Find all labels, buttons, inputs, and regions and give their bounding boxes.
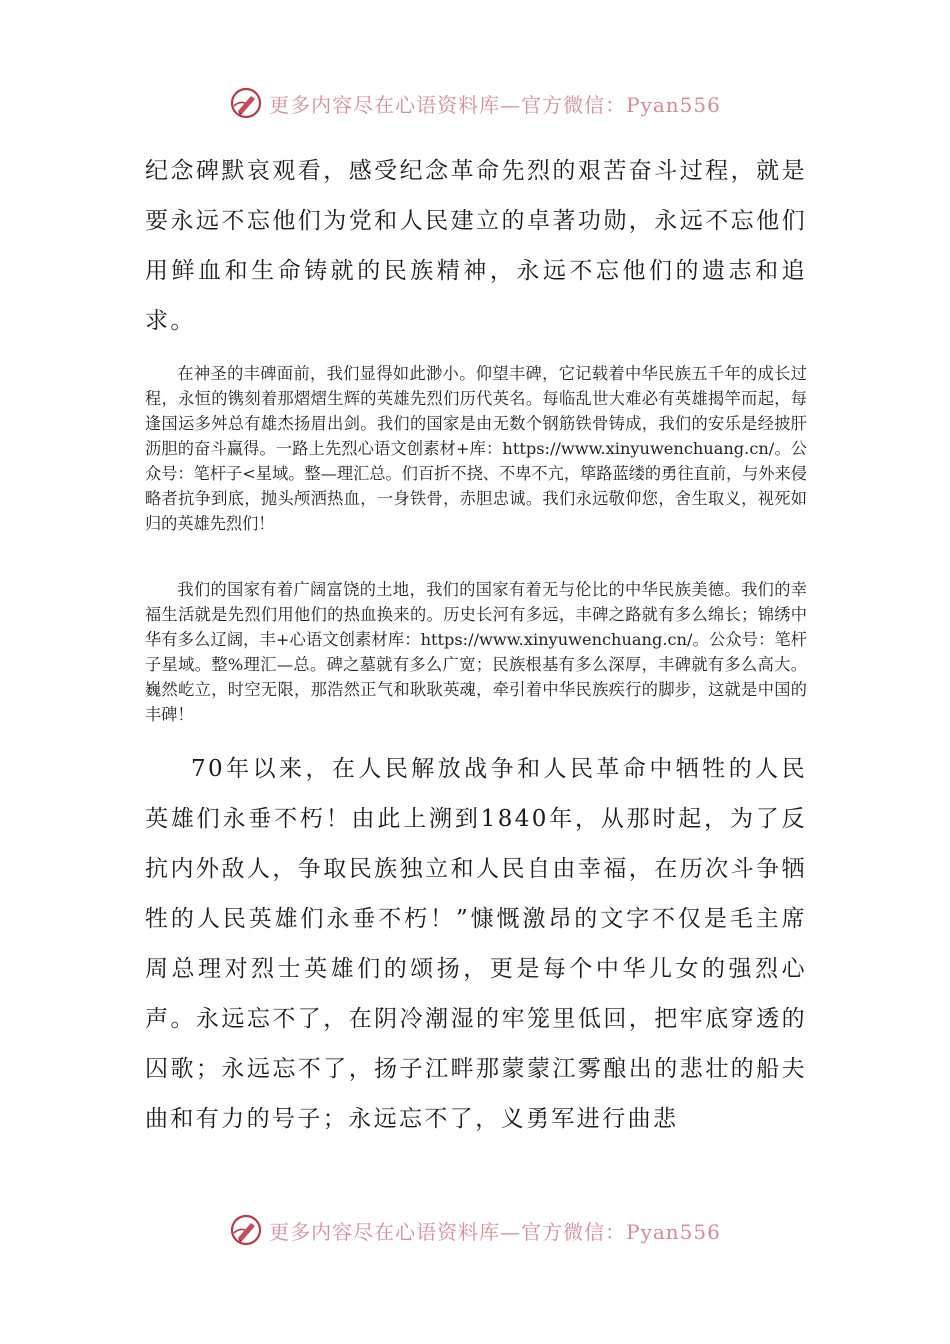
footer-banner-text: 更多内容尽在心语资料库—官方微信：Pyan556 bbox=[269, 1219, 721, 1244]
header-banner-content bbox=[229, 86, 721, 120]
paragraph-1: 纪念碑默哀观看，感受纪念革命先烈的艰苦奋斗过程，就是要永远不忘他们为党和人民建立的卓著功勋，永远不忘他们用鲜血和生命铸就的民族精神，永远不忘他们的遗志和追求。 bbox=[145, 158, 807, 334]
paragraph-4: 70年以来，在人民解放战争和人民革命中牺牲的人民英雄们永垂不朽！由此上溯到1840年，从那时起，为了反抗内外敌人，争取民族独立和人民自由幸福，在历次斗争牺牲的人民英雄们永垂不朽！”慷慨激昂的文字不仅是毛主席周总理对烈士英雄们的颂扬，更是每个中华儿女的强烈心声。永远忘不了，在阴冷潮湿的牢笼里低回，把牢底穿透的囚歌；永远忘不了，扬子江畔那蒙蒙江雾酿出的悲壮的船夫曲和有力的号子；永远忘不了，义勇军进行曲悲 bbox=[145, 756, 807, 1132]
header-banner-text: 更多内容尽在心语资料库—官方微信：Pyan556 bbox=[269, 92, 721, 117]
footer-banner-content bbox=[229, 1213, 721, 1247]
header-banner bbox=[0, 83, 950, 123]
paragraph-2: 在神圣的丰碑面前，我们显得如此渺小。仰望丰碑，它记载着中华民族五千年的成长过程，永恒的镌刻着那熠熠生辉的英雄先烈们历代英名。每临乱世大难必有英雄揭竿而起，每逢国运多舛总有雄杰扬眉出剑。我们的国家是由无数个钢筋铁骨铸成，我们的安乐是经披肝沥胆的奋斗赢得。一路上先烈心语文创素材+库：https://www.xinyuwenchuang.cn/。公众号：笔杆子<星域。整—理汇总。们百折不挠、不卑不亢，筚路蓝缕的勇往直前，与外来侵略者抗争到底，抛头颅洒热血，一身铁骨，赤胆忠诚。我们永远敬仰您，舍生取义，视死如归的英雄先烈们！ bbox=[145, 364, 807, 533]
footer-banner bbox=[0, 1210, 950, 1250]
pen-logo-icon bbox=[229, 86, 263, 120]
paragraph-3: 我们的国家有着广阔富饶的土地，我们的国家有着无与伦比的中华民族美德。我们的幸福生活就是先烈们用他们的热血换来的。历史长河有多远，丰碑之路就有多么绵长；锦绣中华有多么辽阔，丰+心语文创素材库：https://www.xinyuwenchuang.cn/。公众号：笔杆子星域。整%理汇—总。碑之墓就有多么广宽；民族根基有多么深厚，丰碑就有多么高大。巍然屹立，时空无限，那浩然正气和耿耿英魂，牵引着中华民族疾行的脚步，这就是中国的丰碑！ bbox=[145, 580, 807, 724]
pen-logo-icon bbox=[229, 1213, 263, 1247]
